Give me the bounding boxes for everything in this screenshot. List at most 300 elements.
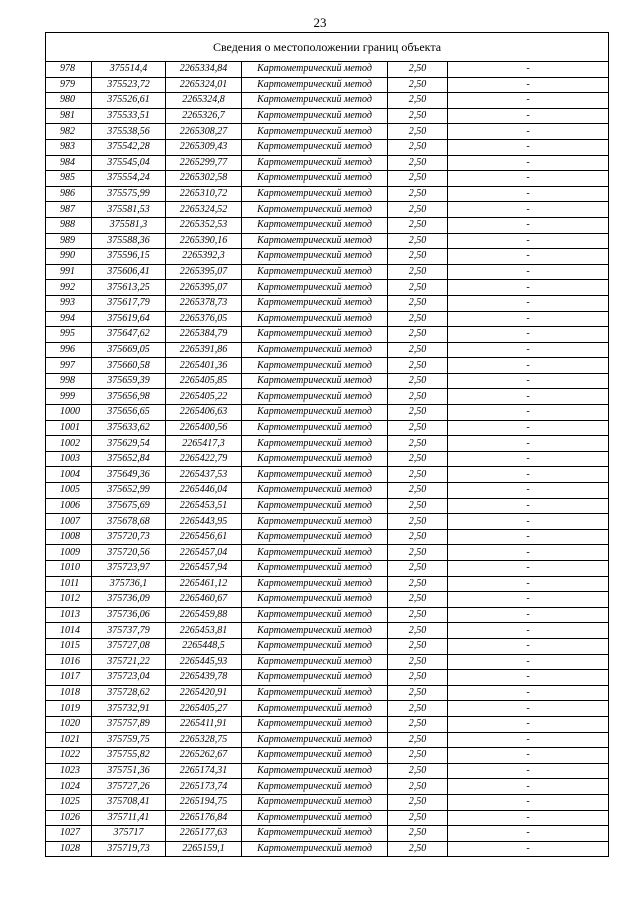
table-row (46, 545, 609, 561)
accuracy-cell: 2,50 (388, 841, 448, 857)
method-cell: Картометрический метод (242, 139, 388, 155)
y-coordinate-cell: 2265302,58 (166, 171, 242, 187)
x-coordinate-cell: 375629,54 (92, 436, 166, 452)
method-cell: Картометрический метод (242, 62, 388, 78)
method-cell: Картометрический метод (242, 233, 388, 249)
x-coordinate-cell: 375619,64 (92, 311, 166, 327)
method-cell: Картометрический метод (242, 264, 388, 280)
table-row (46, 327, 609, 343)
description-cell: - (448, 93, 609, 109)
point-number-cell: 1024 (46, 779, 92, 795)
description-cell: - (448, 202, 609, 218)
point-number-cell: 1028 (46, 841, 92, 857)
description-cell: - (448, 451, 609, 467)
point-number-cell: 991 (46, 264, 92, 280)
description-cell: - (448, 311, 609, 327)
accuracy-cell: 2,50 (388, 280, 448, 296)
method-cell: Картометрический метод (242, 732, 388, 748)
table-row (46, 436, 609, 452)
point-number-cell: 1002 (46, 436, 92, 452)
y-coordinate-cell: 2265446,04 (166, 483, 242, 499)
method-cell: Картометрический метод (242, 186, 388, 202)
x-coordinate-cell: 375588,36 (92, 233, 166, 249)
point-number-cell: 999 (46, 389, 92, 405)
y-coordinate-cell: 2265405,27 (166, 701, 242, 717)
y-coordinate-cell: 2265443,95 (166, 514, 242, 530)
x-coordinate-cell: 375728,62 (92, 685, 166, 701)
x-coordinate-cell: 375652,84 (92, 451, 166, 467)
point-number-cell: 1026 (46, 810, 92, 826)
accuracy-cell: 2,50 (388, 77, 448, 93)
x-coordinate-cell: 375545,04 (92, 155, 166, 171)
x-coordinate-cell: 375542,28 (92, 139, 166, 155)
table-row (46, 748, 609, 764)
accuracy-cell: 2,50 (388, 420, 448, 436)
point-number-cell: 1014 (46, 623, 92, 639)
method-cell: Картометрический метод (242, 810, 388, 826)
x-coordinate-cell: 375720,56 (92, 545, 166, 561)
y-coordinate-cell: 2265461,12 (166, 576, 242, 592)
x-coordinate-cell: 375755,82 (92, 748, 166, 764)
x-coordinate-cell: 375659,39 (92, 373, 166, 389)
description-cell: - (448, 280, 609, 296)
y-coordinate-cell: 2265405,22 (166, 389, 242, 405)
point-number-cell: 1025 (46, 794, 92, 810)
description-cell: - (448, 779, 609, 795)
point-number-cell: 989 (46, 233, 92, 249)
method-cell: Картометрический метод (242, 451, 388, 467)
description-cell: - (448, 327, 609, 343)
accuracy-cell: 2,50 (388, 249, 448, 265)
description-cell: - (448, 576, 609, 592)
method-cell: Картометрический метод (242, 670, 388, 686)
y-coordinate-cell: 2265420,91 (166, 685, 242, 701)
point-number-cell: 1021 (46, 732, 92, 748)
x-coordinate-cell: 375759,75 (92, 732, 166, 748)
accuracy-cell: 2,50 (388, 810, 448, 826)
table-row (46, 311, 609, 327)
description-cell: - (448, 139, 609, 155)
y-coordinate-cell: 2265411,91 (166, 716, 242, 732)
table-row (46, 249, 609, 265)
table-row (46, 77, 609, 93)
y-coordinate-cell: 2265417,3 (166, 436, 242, 452)
point-number-cell: 1001 (46, 420, 92, 436)
method-cell: Картометрический метод (242, 826, 388, 842)
point-number-cell: 986 (46, 186, 92, 202)
description-cell: - (448, 841, 609, 857)
method-cell: Картометрический метод (242, 701, 388, 717)
point-number-cell: 995 (46, 327, 92, 343)
x-coordinate-cell: 375732,91 (92, 701, 166, 717)
description-cell: - (448, 748, 609, 764)
accuracy-cell: 2,50 (388, 233, 448, 249)
description-cell: - (448, 732, 609, 748)
method-cell: Картометрический метод (242, 358, 388, 374)
accuracy-cell: 2,50 (388, 451, 448, 467)
accuracy-cell: 2,50 (388, 389, 448, 405)
description-cell: - (448, 77, 609, 93)
x-coordinate-cell: 375736,1 (92, 576, 166, 592)
table-row (46, 638, 609, 654)
x-coordinate-cell: 375736,09 (92, 592, 166, 608)
point-number-cell: 1011 (46, 576, 92, 592)
accuracy-cell: 2,50 (388, 202, 448, 218)
table-row (46, 576, 609, 592)
table-row (46, 623, 609, 639)
accuracy-cell: 2,50 (388, 607, 448, 623)
x-coordinate-cell: 375526,61 (92, 93, 166, 109)
accuracy-cell: 2,50 (388, 561, 448, 577)
y-coordinate-cell: 2265395,07 (166, 280, 242, 296)
description-cell: - (448, 514, 609, 530)
description-cell: - (448, 358, 609, 374)
table-row (46, 514, 609, 530)
method-cell: Картометрический метод (242, 93, 388, 109)
method-cell: Картометрический метод (242, 171, 388, 187)
point-number-cell: 1016 (46, 654, 92, 670)
y-coordinate-cell: 2265176,84 (166, 810, 242, 826)
y-coordinate-cell: 2265159,1 (166, 841, 242, 857)
y-coordinate-cell: 2265400,56 (166, 420, 242, 436)
x-coordinate-cell: 375678,68 (92, 514, 166, 530)
x-coordinate-cell: 375737,79 (92, 623, 166, 639)
point-number-cell: 1005 (46, 483, 92, 499)
x-coordinate-cell: 375723,97 (92, 561, 166, 577)
table-row (46, 467, 609, 483)
description-cell: - (448, 155, 609, 171)
x-coordinate-cell: 375736,06 (92, 607, 166, 623)
table-row (46, 810, 609, 826)
table-row (46, 217, 609, 233)
table-header-row (46, 33, 609, 62)
description-cell: - (448, 405, 609, 421)
description-cell: - (448, 467, 609, 483)
y-coordinate-cell: 2265352,53 (166, 217, 242, 233)
point-number-cell: 984 (46, 155, 92, 171)
accuracy-cell: 2,50 (388, 638, 448, 654)
method-cell: Картометрический метод (242, 217, 388, 233)
point-number-cell: 985 (46, 171, 92, 187)
table-row (46, 561, 609, 577)
accuracy-cell: 2,50 (388, 623, 448, 639)
accuracy-cell: 2,50 (388, 794, 448, 810)
description-cell: - (448, 483, 609, 499)
accuracy-cell: 2,50 (388, 685, 448, 701)
accuracy-cell: 2,50 (388, 748, 448, 764)
method-cell: Картометрический метод (242, 748, 388, 764)
x-coordinate-cell: 375720,73 (92, 529, 166, 545)
description-cell: - (448, 264, 609, 280)
table-body (46, 62, 609, 857)
y-coordinate-cell: 2265457,04 (166, 545, 242, 561)
table-row (46, 186, 609, 202)
point-number-cell: 1012 (46, 592, 92, 608)
point-number-cell: 998 (46, 373, 92, 389)
point-number-cell: 979 (46, 77, 92, 93)
x-coordinate-cell: 375514,4 (92, 62, 166, 78)
description-cell: - (448, 436, 609, 452)
point-number-cell: 980 (46, 93, 92, 109)
table-row (46, 373, 609, 389)
method-cell: Картометрический метод (242, 373, 388, 389)
method-cell: Картометрический метод (242, 763, 388, 779)
table-row (46, 498, 609, 514)
accuracy-cell: 2,50 (388, 295, 448, 311)
table-row (46, 420, 609, 436)
table-row (46, 171, 609, 187)
y-coordinate-cell: 2265422,79 (166, 451, 242, 467)
description-cell: - (448, 716, 609, 732)
description-cell: - (448, 654, 609, 670)
point-number-cell: 1023 (46, 763, 92, 779)
y-coordinate-cell: 2265177,63 (166, 826, 242, 842)
y-coordinate-cell: 2265439,78 (166, 670, 242, 686)
y-coordinate-cell: 2265392,3 (166, 249, 242, 265)
y-coordinate-cell: 2265384,79 (166, 327, 242, 343)
table-row (46, 62, 609, 78)
point-number-cell: 997 (46, 358, 92, 374)
table-row (46, 139, 609, 155)
description-cell: - (448, 763, 609, 779)
accuracy-cell: 2,50 (388, 139, 448, 155)
method-cell: Картометрический метод (242, 794, 388, 810)
x-coordinate-cell: 375675,69 (92, 498, 166, 514)
x-coordinate-cell: 375711,41 (92, 810, 166, 826)
table-row (46, 763, 609, 779)
y-coordinate-cell: 2265453,81 (166, 623, 242, 639)
description-cell: - (448, 623, 609, 639)
y-coordinate-cell: 2265390,16 (166, 233, 242, 249)
accuracy-cell: 2,50 (388, 373, 448, 389)
accuracy-cell: 2,50 (388, 670, 448, 686)
accuracy-cell: 2,50 (388, 342, 448, 358)
accuracy-cell: 2,50 (388, 592, 448, 608)
accuracy-cell: 2,50 (388, 826, 448, 842)
table-row (46, 592, 609, 608)
x-coordinate-cell: 375523,72 (92, 77, 166, 93)
accuracy-cell: 2,50 (388, 716, 448, 732)
x-coordinate-cell: 375708,41 (92, 794, 166, 810)
x-coordinate-cell: 375719,73 (92, 841, 166, 857)
accuracy-cell: 2,50 (388, 467, 448, 483)
method-cell: Картометрический метод (242, 280, 388, 296)
description-cell: - (448, 638, 609, 654)
method-cell: Картометрический метод (242, 514, 388, 530)
y-coordinate-cell: 2265194,75 (166, 794, 242, 810)
method-cell: Картометрический метод (242, 311, 388, 327)
point-number-cell: 1000 (46, 405, 92, 421)
accuracy-cell: 2,50 (388, 62, 448, 78)
x-coordinate-cell: 375613,25 (92, 280, 166, 296)
accuracy-cell: 2,50 (388, 327, 448, 343)
table-row (46, 389, 609, 405)
y-coordinate-cell: 2265324,8 (166, 93, 242, 109)
y-coordinate-cell: 2265309,43 (166, 139, 242, 155)
point-number-cell: 1007 (46, 514, 92, 530)
table-row (46, 93, 609, 109)
accuracy-cell: 2,50 (388, 93, 448, 109)
table-row (46, 654, 609, 670)
page-number: 23 (313, 15, 327, 30)
table-row (46, 685, 609, 701)
x-coordinate-cell: 375751,36 (92, 763, 166, 779)
table-row (46, 155, 609, 171)
table-row (46, 483, 609, 499)
table-row (46, 233, 609, 249)
method-cell: Картометрический метод (242, 77, 388, 93)
description-cell: - (448, 171, 609, 187)
point-number-cell: 982 (46, 124, 92, 140)
point-number-cell: 1019 (46, 701, 92, 717)
point-number-cell: 994 (46, 311, 92, 327)
table-row (46, 826, 609, 842)
description-cell: - (448, 342, 609, 358)
table-row (46, 124, 609, 140)
x-coordinate-cell: 375596,15 (92, 249, 166, 265)
method-cell: Картометрический метод (242, 623, 388, 639)
point-number-cell: 983 (46, 139, 92, 155)
method-cell: Картометрический метод (242, 327, 388, 343)
boundary-table (45, 32, 609, 857)
table-row (46, 716, 609, 732)
method-cell: Картометрический метод (242, 654, 388, 670)
accuracy-cell: 2,50 (388, 217, 448, 233)
method-cell: Картометрический метод (242, 545, 388, 561)
table-row (46, 264, 609, 280)
accuracy-cell: 2,50 (388, 545, 448, 561)
description-cell: - (448, 561, 609, 577)
table-row (46, 358, 609, 374)
y-coordinate-cell: 2265324,01 (166, 77, 242, 93)
accuracy-cell: 2,50 (388, 732, 448, 748)
y-coordinate-cell: 2265406,63 (166, 405, 242, 421)
accuracy-cell: 2,50 (388, 763, 448, 779)
method-cell: Картометрический метод (242, 576, 388, 592)
description-cell: - (448, 592, 609, 608)
method-cell: Картометрический метод (242, 405, 388, 421)
x-coordinate-cell: 375757,89 (92, 716, 166, 732)
method-cell: Картометрический метод (242, 529, 388, 545)
x-coordinate-cell: 375533,51 (92, 108, 166, 124)
point-number-cell: 1009 (46, 545, 92, 561)
method-cell: Картометрический метод (242, 202, 388, 218)
x-coordinate-cell: 375656,65 (92, 405, 166, 421)
description-cell: - (448, 701, 609, 717)
y-coordinate-cell: 2265405,85 (166, 373, 242, 389)
method-cell: Картометрический метод (242, 436, 388, 452)
method-cell: Картометрический метод (242, 607, 388, 623)
y-coordinate-cell: 2265376,05 (166, 311, 242, 327)
point-number-cell: 987 (46, 202, 92, 218)
method-cell: Картометрический метод (242, 592, 388, 608)
x-coordinate-cell: 375647,62 (92, 327, 166, 343)
point-number-cell: 993 (46, 295, 92, 311)
point-number-cell: 1020 (46, 716, 92, 732)
description-cell: - (448, 529, 609, 545)
description-cell: - (448, 826, 609, 842)
y-coordinate-cell: 2265378,73 (166, 295, 242, 311)
table-row (46, 529, 609, 545)
method-cell: Картометрический метод (242, 108, 388, 124)
method-cell: Картометрический метод (242, 467, 388, 483)
x-coordinate-cell: 375721,22 (92, 654, 166, 670)
description-cell: - (448, 389, 609, 405)
description-cell: - (448, 249, 609, 265)
description-cell: - (448, 420, 609, 436)
x-coordinate-cell: 375649,36 (92, 467, 166, 483)
y-coordinate-cell: 2265173,74 (166, 779, 242, 795)
y-coordinate-cell: 2265308,27 (166, 124, 242, 140)
method-cell: Картометрический метод (242, 342, 388, 358)
x-coordinate-cell: 375656,98 (92, 389, 166, 405)
description-cell: - (448, 685, 609, 701)
table-row (46, 670, 609, 686)
table-row (46, 342, 609, 358)
point-number-cell: 1006 (46, 498, 92, 514)
x-coordinate-cell: 375717 (92, 826, 166, 842)
method-cell: Картометрический метод (242, 779, 388, 795)
accuracy-cell: 2,50 (388, 654, 448, 670)
x-coordinate-cell: 375581,3 (92, 217, 166, 233)
y-coordinate-cell: 2265437,53 (166, 467, 242, 483)
x-coordinate-cell: 375633,62 (92, 420, 166, 436)
x-coordinate-cell: 375660,58 (92, 358, 166, 374)
description-cell: - (448, 217, 609, 233)
y-coordinate-cell: 2265401,36 (166, 358, 242, 374)
point-number-cell: 1018 (46, 685, 92, 701)
method-cell: Картометрический метод (242, 389, 388, 405)
y-coordinate-cell: 2265328,75 (166, 732, 242, 748)
y-coordinate-cell: 2265174,31 (166, 763, 242, 779)
table-title: Сведения о местоположении границ объекта (46, 33, 609, 62)
accuracy-cell: 2,50 (388, 701, 448, 717)
method-cell: Картометрический метод (242, 841, 388, 857)
description-cell: - (448, 670, 609, 686)
accuracy-cell: 2,50 (388, 576, 448, 592)
accuracy-cell: 2,50 (388, 124, 448, 140)
y-coordinate-cell: 2265310,72 (166, 186, 242, 202)
y-coordinate-cell: 2265445,93 (166, 654, 242, 670)
table-row (46, 701, 609, 717)
method-cell: Картометрический метод (242, 561, 388, 577)
x-coordinate-cell: 375727,08 (92, 638, 166, 654)
description-cell: - (448, 124, 609, 140)
y-coordinate-cell: 2265453,51 (166, 498, 242, 514)
description-cell: - (448, 794, 609, 810)
table-row (46, 295, 609, 311)
description-cell: - (448, 607, 609, 623)
point-number-cell: 992 (46, 280, 92, 296)
method-cell: Картометрический метод (242, 716, 388, 732)
table-row (46, 108, 609, 124)
description-cell: - (448, 62, 609, 78)
x-coordinate-cell: 375581,53 (92, 202, 166, 218)
description-cell: - (448, 498, 609, 514)
y-coordinate-cell: 2265448,5 (166, 638, 242, 654)
table-row (46, 732, 609, 748)
y-coordinate-cell: 2265262,67 (166, 748, 242, 764)
y-coordinate-cell: 2265395,07 (166, 264, 242, 280)
x-coordinate-cell: 375554,24 (92, 171, 166, 187)
x-coordinate-cell: 375727,26 (92, 779, 166, 795)
point-number-cell: 1017 (46, 670, 92, 686)
accuracy-cell: 2,50 (388, 529, 448, 545)
x-coordinate-cell: 375575,99 (92, 186, 166, 202)
method-cell: Картометрический метод (242, 295, 388, 311)
point-number-cell: 1015 (46, 638, 92, 654)
table-row (46, 607, 609, 623)
